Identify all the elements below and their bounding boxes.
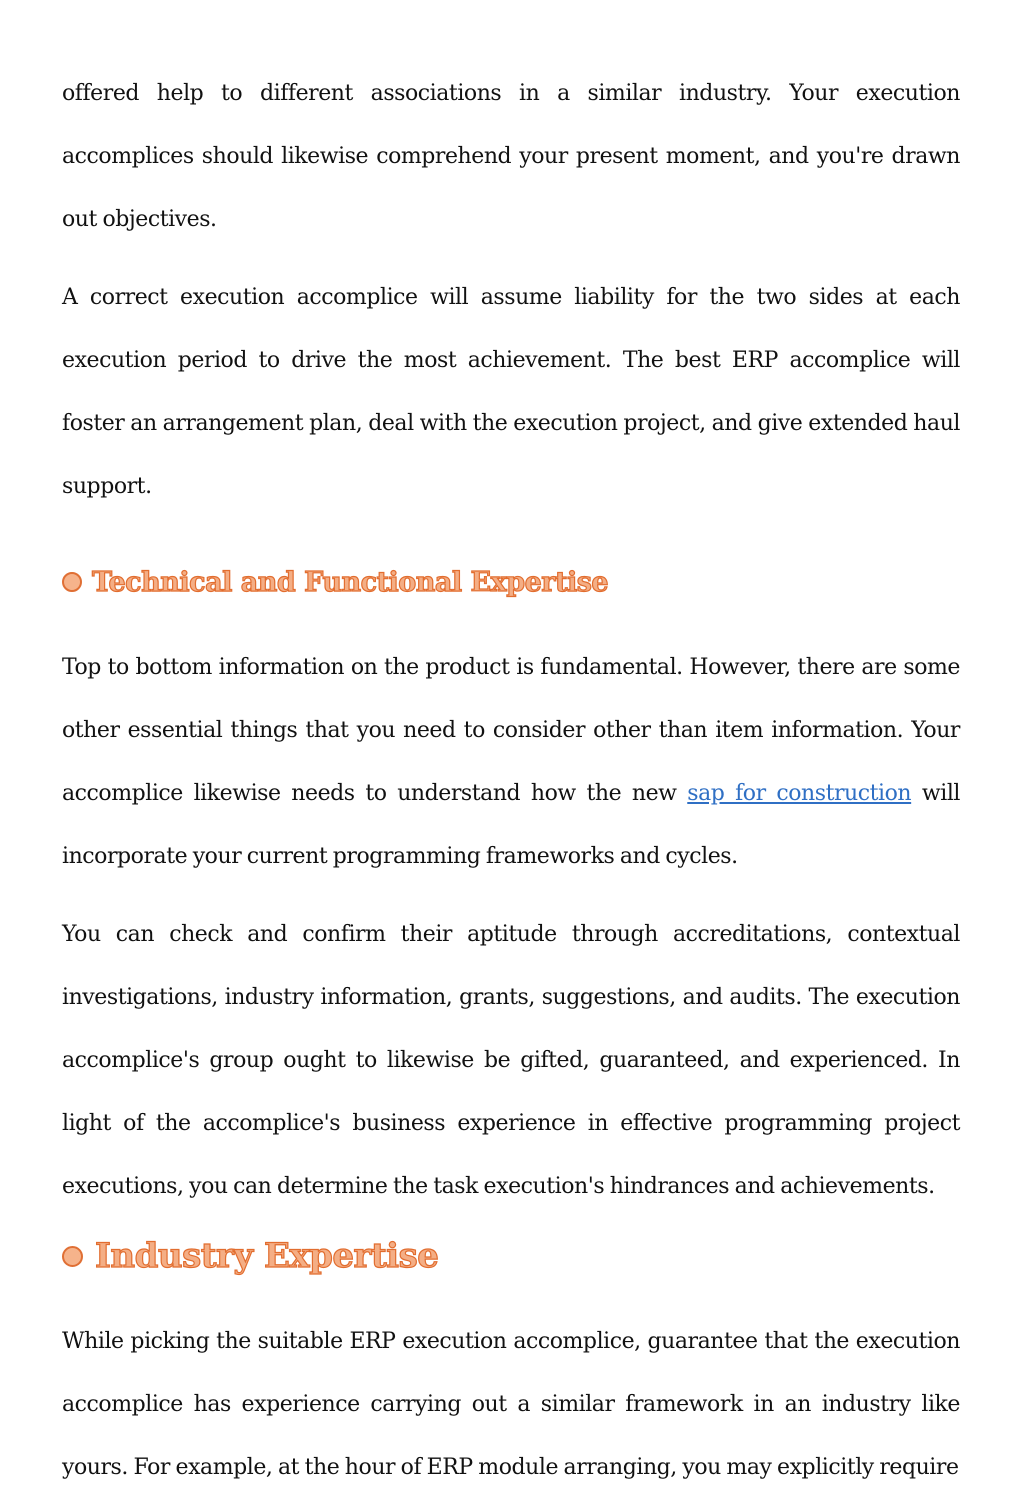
document-page	[62, 62, 960, 1499]
circle-bullet-icon	[62, 1246, 83, 1267]
paragraph-intro: offered help to different associations in a similar industry. Your execution accomplices should likewise comprehend your present moment, and you're drawn out objectives.	[62, 81, 960, 232]
paragraph-aptitude: You can check and confirm their aptitude through accreditations, contextual investigations, industry information, grants, suggestions, and audits. The execution accomplice's group ought to likewise be gifted, guaranteed, and experienced. In light of the accomplice's business experience in effective programming project executions, you can determine the task execution's hindrances and achievements.	[62, 922, 960, 1199]
paragraph-product-knowledge-end: will incorporate your current programming frameworks and cycles.	[62, 781, 961, 869]
heading-technical-text: Technical and Functional Expertise	[92, 566, 609, 598]
paragraph-suitable-partner: While picking the suitable ERP execution accomplice, guarantee that the execution accomplice has experience carrying out a similar framework in an industry like yours. For example, at the hour of ERP module arranging, you may explicitly require	[62, 1329, 960, 1480]
heading-industry-expertise	[62, 1226, 960, 1286]
heading-industry-text: Industry Expertise	[95, 1236, 439, 1276]
paragraph-product-knowledge	[62, 636, 960, 888]
paragraph-correct-partner: A correct execution accomplice will assume liability for the two sides at each execution period to drive the most achievement. The best ERP accomplice will foster an arrangement plan, deal with the execution project, and give extended haul support.	[62, 285, 960, 499]
sap-for-construction-link[interactable]: sap for construction	[687, 781, 912, 806]
paragraph-product-knowledge-start: Top to bottom information on the product is fundamental. However, there are some other essential things that you need to consider other than item information. Your accomplice likewise needs to understand how the new	[62, 655, 960, 806]
circle-bullet-icon	[62, 572, 82, 592]
heading-technical-expertise	[62, 552, 960, 612]
